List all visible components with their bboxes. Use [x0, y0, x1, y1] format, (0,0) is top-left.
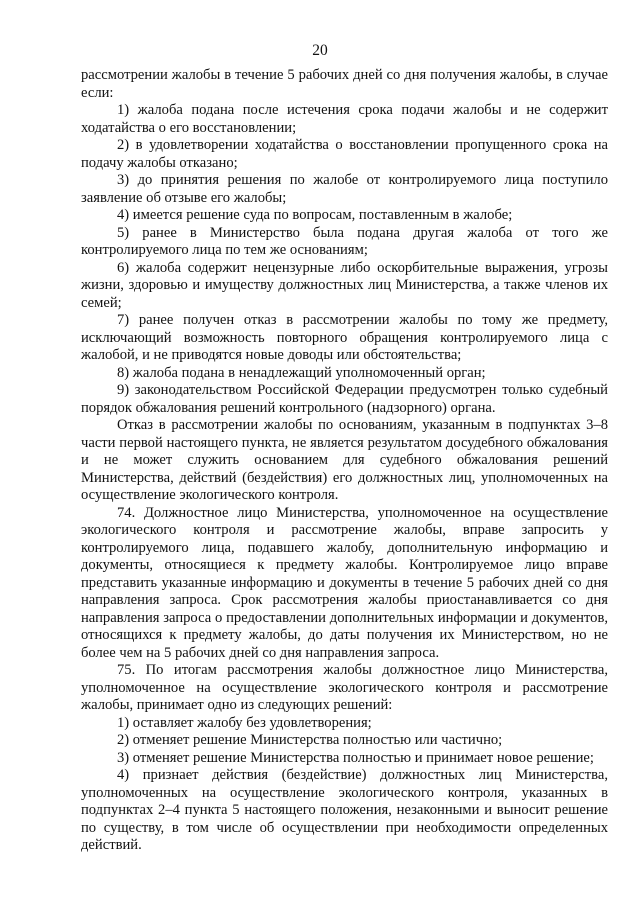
list-item-6: 6) жалоба содержит нецензурные либо оскорбительные выражения, угрозы жизни, здоровью и имуществу должностных лиц Министерства, а также членов их семей;	[81, 259, 608, 311]
page-number: 20	[312, 42, 328, 59]
list-item-8: 8) жалоба подана в ненадлежащий уполномоченный орган;	[117, 364, 486, 381]
list-item-7: 7) ранее получен отказ в рассмотрении жалобы по тому же предмету, исключающий возможность повторного обращения контролируемого лица с жалобой, и не приводятся новые доводы или обстоятельства;	[81, 312, 608, 363]
body-text	[81, 67, 608, 855]
decision-item-2: 2) отменяет решение Министерства полностью или частично;	[117, 732, 503, 748]
paragraph-refusal: Отказ в рассмотрении жалобы по основаниям, указанным в подпунктах 3–8 части первой настоящего пункта, не является результатом досудебного обжалования и не может служить основанием для судебного обжалования решений Министерства, действий (бездействия) его должностных лиц, уполномоченных на осуществление экологического контроля.	[81, 417, 608, 503]
paragraph-75: 75. По итогам рассмотрения жалобы должностное лицо Министерства, уполномоченное на осуществление экологического контроля и рассмотрение жалобы, принимает одно из следующих решений:	[81, 662, 608, 713]
decision-item-3: 3) отменяет решение Министерства полностью и принимает новое решение;	[117, 749, 594, 766]
list-item-1: 1) жалоба подана после истечения срока подачи жалобы и не содержит ходатайства о его восстановлении;	[81, 102, 608, 136]
list-item-2: 2) в удовлетворении ходатайства о восстановлении пропущенного срока на подачу жалобы отказано;	[81, 137, 608, 171]
list-item-4: 4) имеется решение суда по вопросам, поставленным в жалобе;	[117, 207, 513, 223]
list-item-3: 3) до принятия решения по жалобе от контролируемого лица поступило заявление об отзыве его жалобы;	[81, 172, 608, 206]
paragraph-74: 74. Должностное лицо Министерства, уполномоченное на осуществление экологического контроля и рассмотрение жалобы, вправе запросить у контролируемого лица, подавшего жалобу, дополнительную информацию и документы, относящиеся к предмету жалобы. Контролируемое лицо вправе представить указанные информацию и документы в течение 5 рабочих дней со дня направления запроса. Срок рассмотрения жалобы приостанавливается со дня направления запроса о предоставлении дополнительных информации и документов, относящихся к предмету жалобы, до даты получения их Министерством, но не более чем на 5 рабочих дней со дня направления запроса.	[81, 504, 608, 661]
decision-item-1: 1) оставляет жалобу без удовлетворения;	[117, 714, 372, 731]
list-item-9: 9) законодательством Российской Федерации предусмотрен только судебный порядок обжалования решений контрольного (надзорного) органа.	[81, 382, 608, 416]
paragraph-continuation: рассмотрении жалобы в течение 5 рабочих дней со дня получения жалобы, в случае если:	[81, 67, 608, 101]
decision-item-4: 4) признает действия (бездействие) должностных лиц Министерства, уполномоченных на осуществление экологического контроля, указанных в подпунктах 2–4 пункта 5 настоящего положения, незаконными и выносит решение по существу, в том числе об осуществлении при необходимости определенных действий.	[81, 767, 608, 853]
list-item-5: 5) ранее в Министерство была подана другая жалоба от того же контролируемого лица по тем же основаниям;	[81, 224, 608, 258]
